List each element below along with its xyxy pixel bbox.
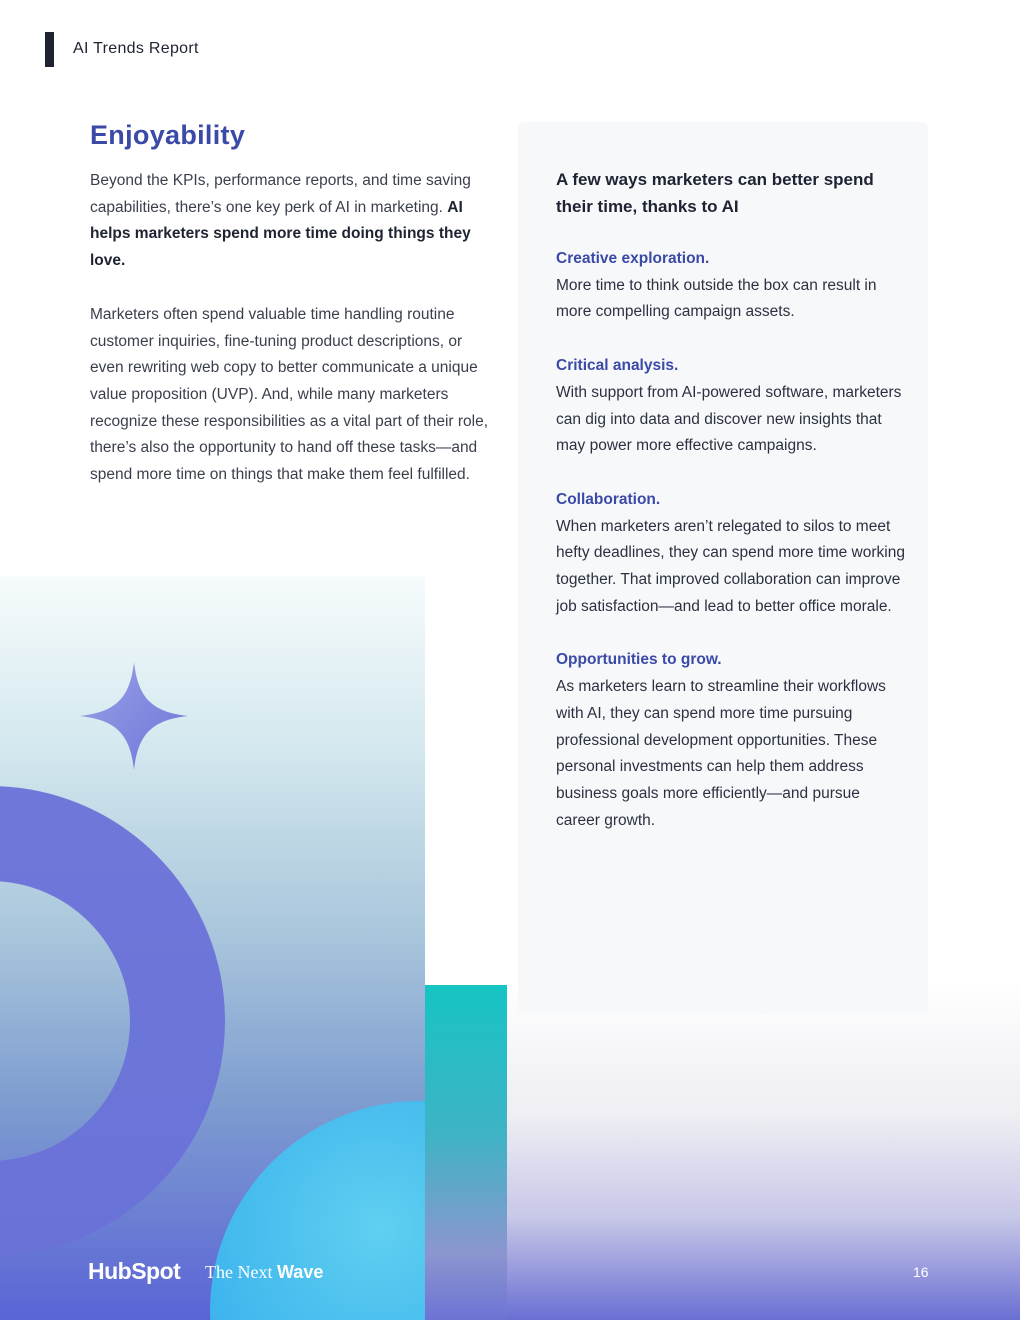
background-art-right bbox=[425, 980, 1020, 1320]
item-title: Opportunities to grow. bbox=[556, 651, 722, 669]
card-heading: A few ways marketers can better spend their time, thanks to AI bbox=[556, 170, 874, 216]
decorative-ring bbox=[0, 786, 225, 1256]
item-body: More time to think outside the box can result in more compelling campaign assets. bbox=[556, 276, 877, 321]
item-title: Creative exploration. bbox=[556, 250, 710, 267]
decorative-circle bbox=[210, 1101, 425, 1320]
list-item bbox=[556, 647, 906, 834]
decorative-teal-block bbox=[425, 985, 507, 1320]
intro-paragraph-2: Marketers often spend valuable time handling routine customer inquiries, fine-tuning product descriptions, or even rewriting web copy to better communicate a unique value proposition (UVP). And, while many marketers recognize these responsibilities as a vital part of their role, there’s also the opportunity to hand off these tasks—and spend more time on things that make them feel fulfilled. bbox=[90, 305, 489, 484]
next-wave-logo: The Next Wave bbox=[205, 1262, 324, 1282]
sparkle-star-icon bbox=[80, 662, 188, 770]
intro-text bbox=[90, 168, 500, 516]
intro-paragraph-1: Beyond the KPIs, performance reports, and time saving capabilities, there’s one key perk of AI in marketing. AI helps marketers spend more time doing things they love. bbox=[90, 172, 471, 270]
item-title: Collaboration. bbox=[556, 490, 661, 508]
report-title: AI Trends Report bbox=[73, 40, 199, 57]
item-body: With support from AI-powered software, marketers can dig into data and discover new insights that may power more effective campaigns. bbox=[556, 383, 902, 455]
intro-emphasis: AI helps marketers spend more time doing things they love. bbox=[90, 198, 471, 270]
header-accent-bar bbox=[45, 32, 54, 67]
hubspot-logo: HubSpot bbox=[88, 1258, 181, 1284]
page-number: 16 bbox=[913, 1264, 929, 1280]
section-title: Enjoyability bbox=[90, 120, 246, 150]
item-title: Critical analysis. bbox=[556, 357, 679, 375]
background-art-left bbox=[0, 576, 425, 1320]
item-body: As marketers learn to streamline their workflows with AI, they can spend more time pursuing professional development opportunities. These personal investments can help them address business goals more efficiently—and pursue career growth. bbox=[556, 678, 886, 829]
list-item bbox=[556, 353, 906, 460]
list-item bbox=[556, 487, 906, 621]
item-body: When marketers aren’t relegated to silos to meet hefty deadlines, they can spend more time working together. That improved collaboration can improve job satisfaction—and lead to better office morale. bbox=[556, 517, 905, 615]
ways-card bbox=[518, 122, 928, 1014]
list-item bbox=[556, 246, 906, 326]
